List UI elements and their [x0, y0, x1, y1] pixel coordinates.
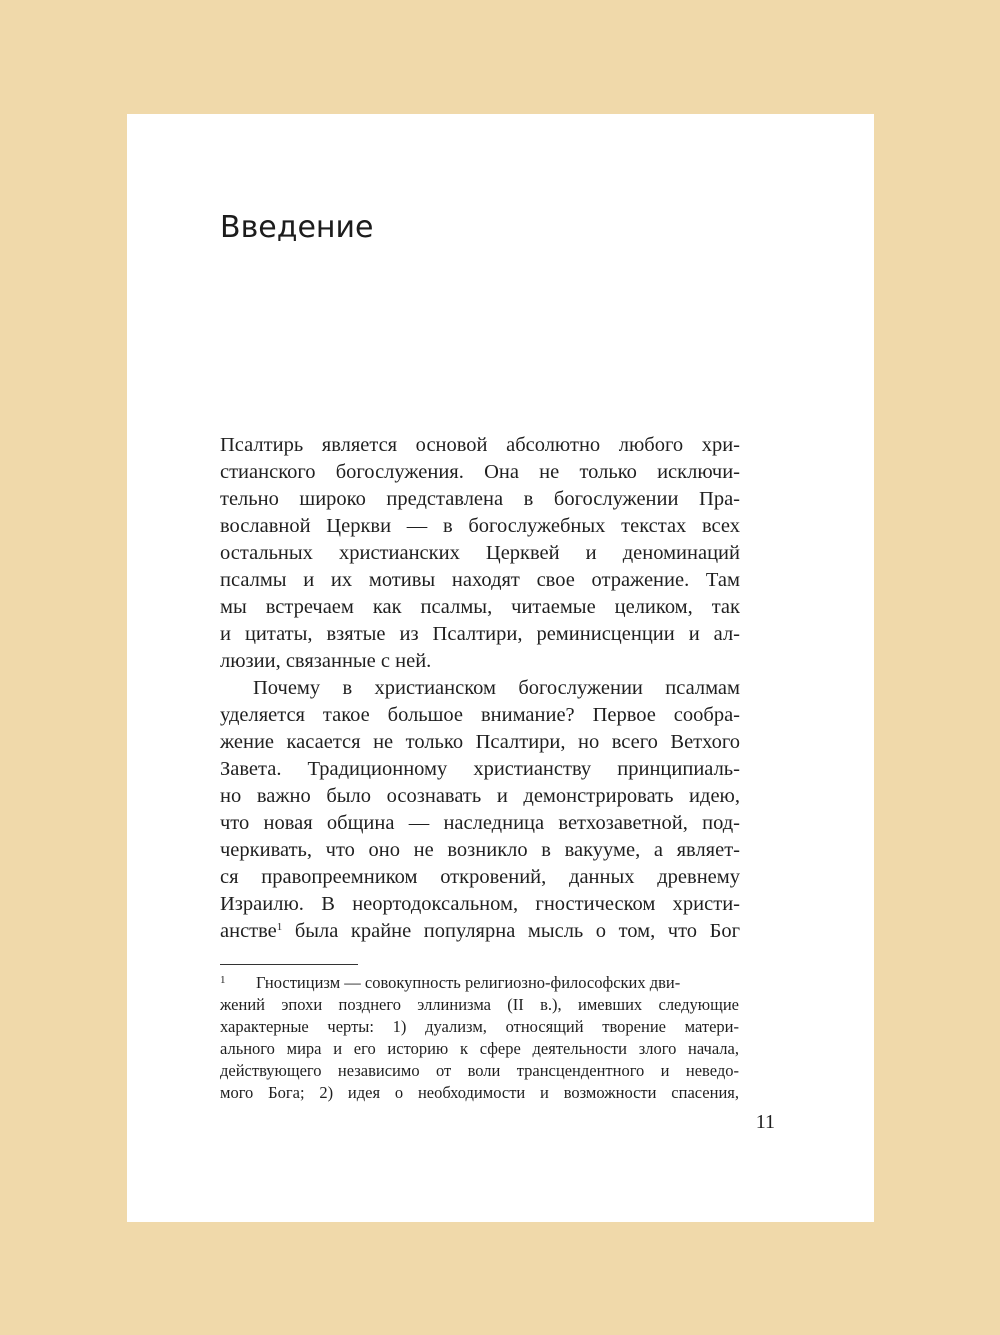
text-line: и цитаты, взятые из Псалтири, реминисценции и ал-	[220, 623, 740, 645]
text-line: уделяется такое большое внимание? Первое сообра-	[220, 704, 740, 726]
text-line: тельно широко представлена в богослужении Пра-	[220, 488, 740, 510]
text-line: мы встречаем как псалмы, читаемые целиком, так	[220, 596, 740, 618]
footnote-line: жений эпохи позднего эллинизма (II в.), имевших следующие	[220, 995, 739, 1014]
text-line: стианского богослужения. Она не только исключи-	[220, 461, 740, 483]
footnote-line: 1 Гностицизм — совокупность религиозно-философских дви-	[220, 973, 681, 992]
chapter-title: Введение	[220, 210, 374, 245]
text-line: черкивать, что оно не возникло в вакууме, а являет-	[220, 839, 740, 861]
footnote-line: мого Бога; 2) идея о необходимости и возможности спасения,	[220, 1083, 739, 1102]
body-text	[220, 432, 740, 945]
text-line: но важно было осознавать и демонстрировать идею,	[220, 785, 740, 807]
book-page	[127, 114, 874, 1222]
text-line: Псалтирь является основой абсолютно любого хри-	[220, 434, 740, 456]
footnote	[220, 972, 739, 1104]
text-line: люзии, связанные с ней.	[220, 650, 432, 672]
text-line: Завета. Традиционному христианству принципиаль-	[220, 758, 740, 780]
text-line	[220, 918, 740, 945]
page-number: 11	[755, 1111, 775, 1133]
text-fragment: была крайне популярна мысль о том, что Бог	[282, 920, 740, 942]
footnote-text: Гностицизм — совокупность религиозно-философских дви-	[256, 973, 681, 992]
footnote-line: характерные черты: 1) дуализм, относящий творение матери-	[220, 1017, 739, 1036]
text-line: что новая община — наследница ветхозаветной, под-	[220, 812, 740, 834]
text-line: вославной Церкви — в богослужебных текстах всех	[220, 515, 740, 537]
text-fragment: анстве	[220, 920, 277, 942]
footnote-divider	[220, 964, 358, 965]
footnote-reference[interactable]: 1	[276, 921, 283, 933]
text-line: жение касается не только Псалтири, но всего Ветхого	[220, 731, 740, 753]
text-line: Почему в христианском богослужении псалмам	[253, 677, 740, 699]
text-line: Израилю. В неортодоксальном, гностическом христи-	[220, 893, 740, 915]
text-line: остальных христианских Церквей и деноминаций	[220, 542, 740, 564]
footnote-line: действующего независимо от воли трансцендентного и неведо-	[220, 1061, 739, 1080]
footnote-line: ального мира и его историю к сфере деятельности злого начала,	[220, 1039, 739, 1058]
text-line: псалмы и их мотивы находят свое отражение. Там	[220, 569, 740, 591]
text-line: ся правопреемником откровений, данных древнему	[220, 866, 740, 888]
